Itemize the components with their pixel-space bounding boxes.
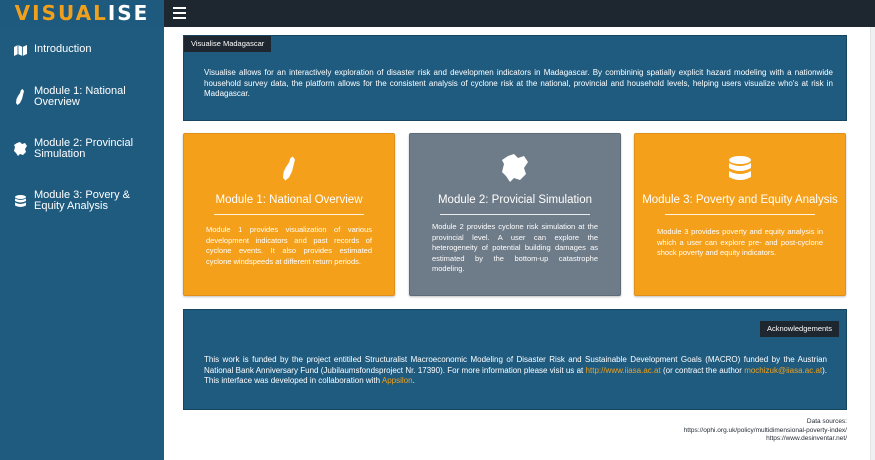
ack-text-part: ). This interface was developed in collaboration with (204, 365, 828, 385)
module-3-card[interactable] (634, 133, 846, 296)
module-1-divider (214, 214, 364, 215)
logo-area (0, 0, 164, 27)
logo-part-2: ISE (107, 1, 150, 25)
sidebar-item-label: Module 1: National Overview (34, 85, 126, 108)
province-shape-icon (13, 138, 27, 160)
ack-text-part: This work is funded by the project entitiled Structuralist Macroeconomic Modeling of Disaster Risk and Sustainable Development Goals (MACRO) funded by the Austrian National Bank Anniversary Fund (Jubilaumsfondsproject Nr. 17390). For more information please visit us at (204, 355, 827, 375)
data-sources-label: Data sources: (806, 418, 847, 425)
app-logo[interactable] (15, 0, 150, 27)
module-2-card[interactable] (409, 133, 621, 296)
logo-part-1: VISUAL (14, 1, 108, 25)
acknowledgements-panel (183, 309, 847, 410)
scrollbar[interactable] (870, 27, 875, 460)
module-1-card[interactable] (183, 133, 395, 296)
intro-text: Visualise allows for an interactively exploration of disaster risk and developmen indicators in Madagascar. By combininig spatially explicit hazard modeling with a nationwide household survey data, the platform allows for the consistent analysis of cyclone risk at the national, provincial and household levels, helping users visualize who's at risk in Madagascar. (204, 68, 833, 98)
acknowledgements-tag: Acknowledgements (760, 321, 839, 337)
ack-text-part: . (412, 376, 415, 385)
madagascar-icon (184, 156, 394, 181)
ack-text-part: (or contract the author (660, 365, 745, 375)
intro-panel-tag: Visualise Madagascar (184, 36, 271, 52)
intro-panel (183, 35, 847, 121)
data-sources (684, 418, 847, 444)
module-3-title: Module 3: Poverty and Equity Analysis (642, 194, 838, 206)
sidebar-item-module-1[interactable] (0, 86, 164, 108)
module-2-divider (440, 214, 590, 215)
map-icon (13, 44, 27, 56)
menu-toggle-icon[interactable] (173, 7, 186, 19)
module-2-title: Module 2: Provicial Simulation (437, 194, 593, 206)
author-email-link[interactable]: mochizuk@iiasa.ac.at (744, 365, 823, 375)
sidebar-item-module-3[interactable] (0, 190, 164, 212)
module-3-divider (665, 214, 815, 215)
sidebar-item-introduction[interactable] (0, 44, 164, 56)
province-shape-icon (410, 154, 620, 182)
madagascar-icon (13, 86, 27, 108)
database-icon (635, 156, 845, 182)
sidebar-item-label: Introduction (34, 43, 92, 55)
iiasa-link[interactable]: http://www.iiasa.ac.at (585, 365, 661, 375)
module-1-description: Module 1 provides visualization of various development indicators and past records of cyclone events. It also provides estimated cyclone windspeeds at different return periods. (206, 225, 372, 266)
database-icon (13, 190, 27, 212)
sidebar-item-label: Module 3: Povery & Equity Analysis (34, 189, 130, 212)
desinventar-source-link[interactable]: https://www.desinventar.net/ (766, 435, 847, 442)
acknowledgements-text (204, 355, 827, 387)
sidebar (0, 27, 164, 460)
module-3-description: Module 3 provides poverty and equity analysis in which a user can explore pre- and post-cyclone shock poverty and equity indicators. (657, 227, 823, 257)
sidebar-item-module-2[interactable] (0, 138, 164, 160)
module-2-description: Module 2 provides cyclone risk simulation at the provincial level. A user can explore the heterogeneity of potential building damages as estimated by the bottom-up catastrophe modeling. (432, 222, 598, 273)
top-bar (164, 0, 875, 27)
ophi-source-link[interactable]: https://ophi.org.uk/policy/multidimensional-poverty-index/ (683, 426, 847, 434)
module-1-title: Module 1: National Overview (215, 194, 363, 206)
sidebar-item-label: Module 2: Provincial Simulation (34, 137, 134, 160)
appsilon-link[interactable]: Appsilon (381, 376, 413, 385)
